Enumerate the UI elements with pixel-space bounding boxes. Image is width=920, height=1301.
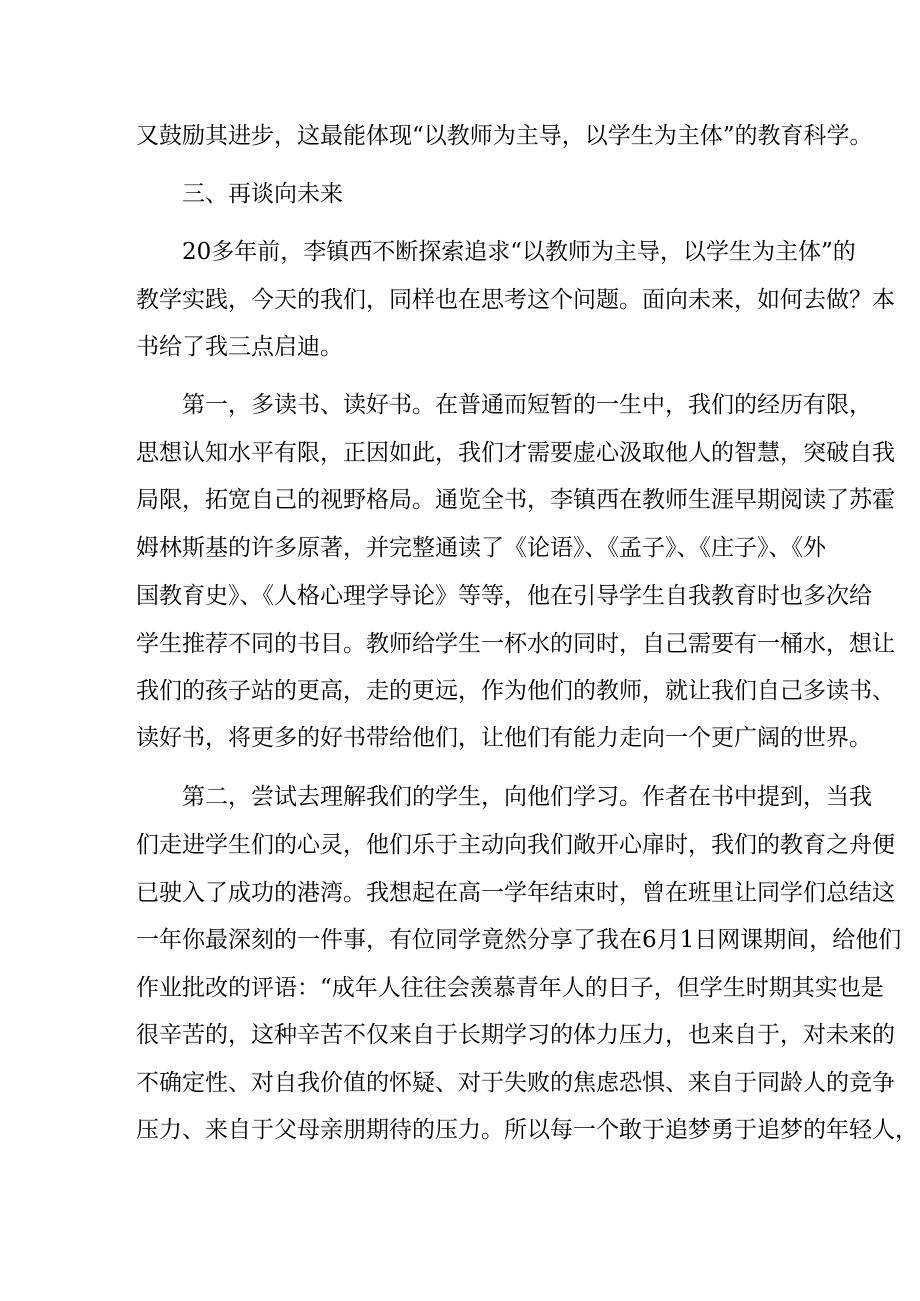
text-line: 一年你最深刻的一件事，有位同学竟然分享了我在6月1日网课期间，给他们 — [136, 927, 902, 953]
text-line: 压力、来自于父母亲朋期待的压力。所以每一个敢于追梦勇于追梦的年轻人， — [136, 1117, 918, 1143]
text-line: 又鼓励其进步，这最能体现“以教师为主导，以学生为主体”的教育科学。 — [136, 123, 873, 149]
text-line: 很辛苦的，这种辛苦不仅来自于长期学习的体力压力，也来自于，对未来的 — [136, 1022, 895, 1048]
text-line: 20多年前，李镇西不断探索追求“以教师为主导，以学生为主体”的 — [182, 239, 856, 265]
text-line: 已驶入了成功的港湾。我想起在高一学年结束时，曾在班里让同学们总结这 — [136, 880, 895, 906]
text-line: 书给了我三点启迪。 — [136, 334, 343, 360]
section-heading: 三、再谈向未来 — [182, 181, 343, 207]
text-line: 们走进学生们的心灵，他们乐于主动向我们敞开心扉时，我们的教育之舟便 — [136, 832, 895, 858]
text-line: 思想认知水平有限，正因如此，我们才需要虚心汲取他人的智慧，突破自我 — [136, 440, 895, 466]
text-line: 第一，多读书、读好书。在普通而短暂的一生中，我们的经历有限， — [182, 392, 872, 418]
text-line: 作业批改的评语：“成年人往往会羡慕青年人的日子，但学生时期其实也是 — [136, 975, 884, 1001]
text-line: 第二，尝试去理解我们的学生，向他们学习。作者在书中提到，当我 — [182, 784, 872, 810]
text-line: 国教育史》、《人格心理学导论》等等，他在引导学生自我教育时也多次给 — [136, 583, 872, 609]
text-line: 我们的孩子站的更高，走的更远，作为他们的教师，就让我们自己多读书、 — [136, 678, 895, 704]
text-line: 不确定性、对自我价值的怀疑、对于失败的焦虑恐惧、来自于同龄人的竞争 — [136, 1070, 895, 1096]
text-line: 姆林斯基的许多原著，并完整通读了《论语》、《孟子》、《庄子》、《外 — [136, 535, 826, 561]
text-line: 读好书，将更多的好书带给他们，让他们有能力走向一个更广阔的世界。 — [136, 725, 872, 751]
text-line: 局限，拓宽自己的视野格局。通览全书，李镇西在教师生涯早期阅读了苏霍 — [136, 487, 895, 513]
text-line: 学生推荐不同的书目。教师给学生一杯水的同时，自己需要有一桶水，想让 — [136, 631, 895, 657]
text-line: 教学实践，今天的我们，同样也在思考这个问题。面向未来，如何去做？本 — [136, 287, 895, 313]
